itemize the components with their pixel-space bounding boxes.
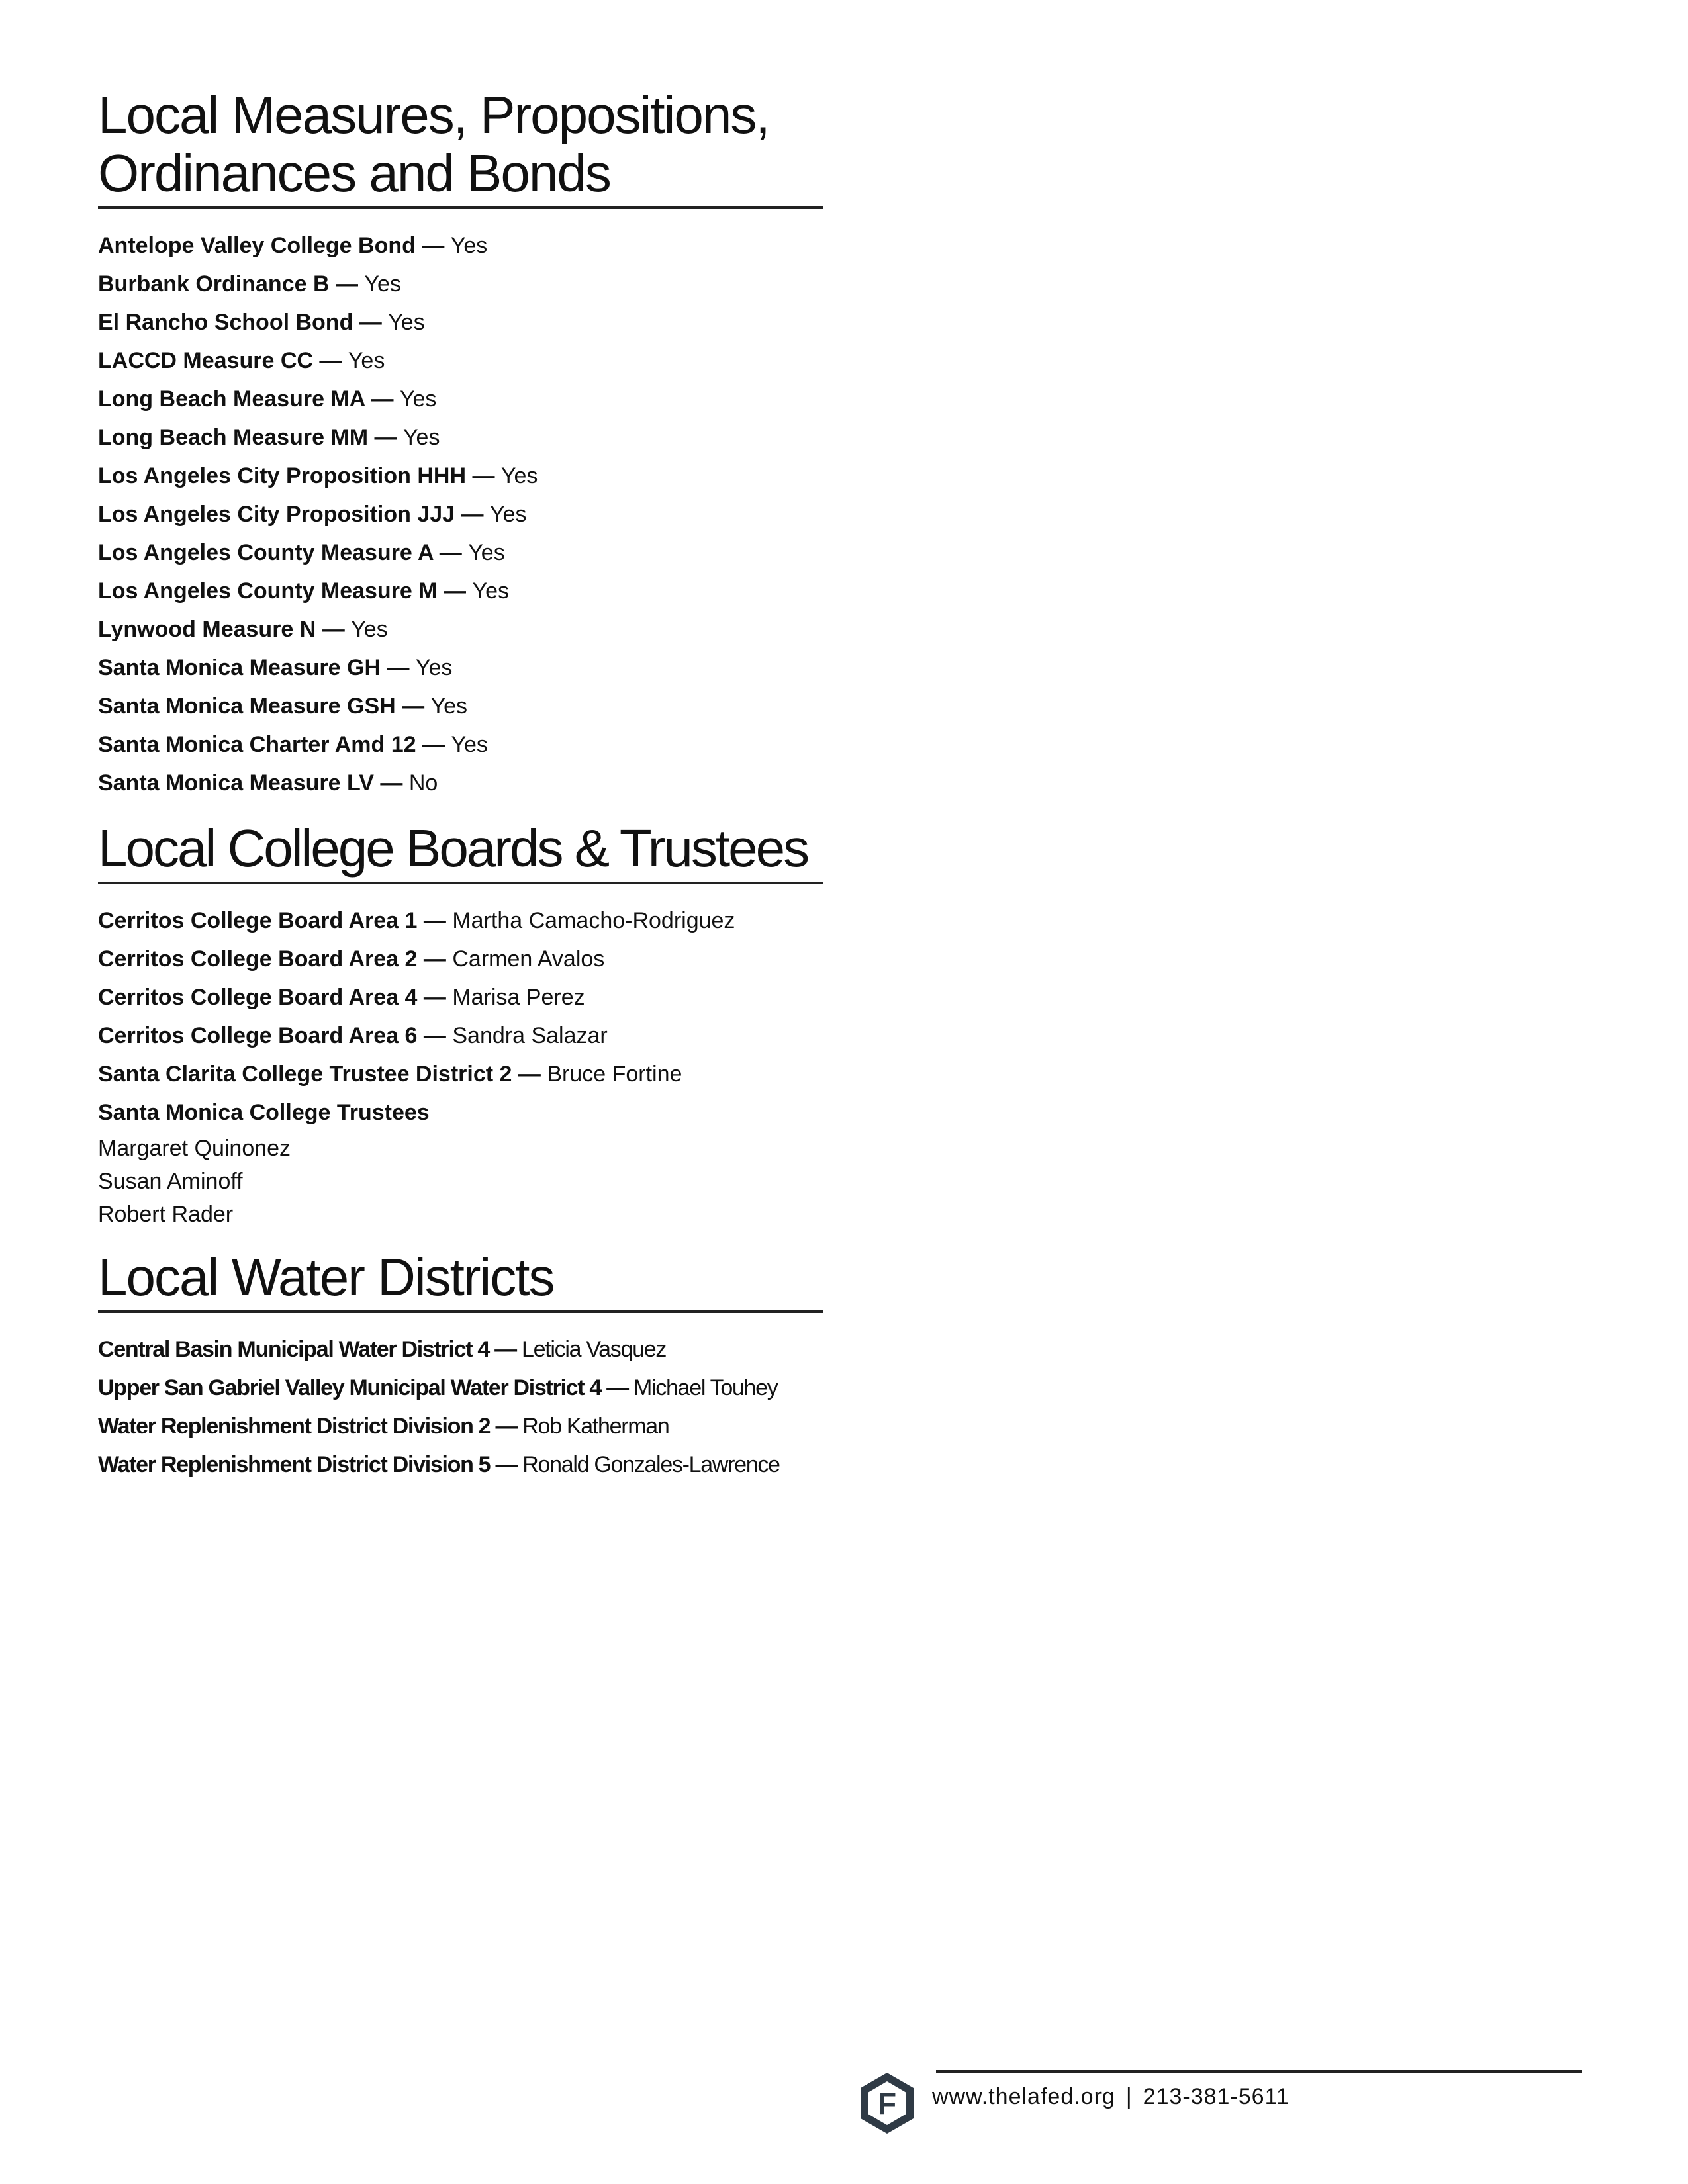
item-separator: — <box>416 732 451 757</box>
list-item <box>98 1330 823 1369</box>
logo-letter: F <box>877 2086 897 2120</box>
item-separator: — <box>512 1062 547 1087</box>
item-value: Yes <box>430 694 468 719</box>
list-item <box>98 418 823 457</box>
item-separator: — <box>490 1452 523 1477</box>
item-name: LACCD Measure CC <box>98 348 313 373</box>
measures-title-line1: Local Measures, Propositions, <box>98 85 769 144</box>
item-value: Yes <box>415 655 453 680</box>
footer-website-link[interactable]: www.thelafed.org <box>932 2084 1115 2109</box>
list-item <box>98 533 823 572</box>
item-value: Carmen Avalos <box>452 946 605 972</box>
item-value: Marisa Perez <box>452 985 585 1010</box>
item-separator: — <box>373 770 409 796</box>
item-name: Santa Clarita College Trustee District 2 <box>98 1062 512 1087</box>
item-name: Long Beach Measure MM <box>98 425 369 450</box>
list-item <box>98 764 823 802</box>
item-value: Ronald Gonzales-Lawrence <box>522 1452 780 1477</box>
list-item <box>98 265 823 303</box>
list-item <box>98 226 823 265</box>
item-name: El Rancho School Bond <box>98 310 353 335</box>
measures-list <box>98 226 823 802</box>
measures-title <box>98 86 823 209</box>
item-separator: — <box>312 348 348 373</box>
item-value: Rob Katherman <box>522 1414 669 1439</box>
list-item <box>98 901 823 940</box>
measures-section <box>98 86 823 802</box>
item-value: Yes <box>451 732 488 757</box>
item-value: Yes <box>388 310 425 335</box>
content-column <box>98 86 823 1501</box>
college-list <box>98 901 823 1093</box>
item-value: Martha Camacho-Rodriguez <box>452 908 735 933</box>
item-name: Lynwood Measure N <box>98 617 316 642</box>
item-separator: — <box>368 425 403 450</box>
item-separator: — <box>417 1023 453 1048</box>
item-name: Central Basin Municipal Water District 4 <box>98 1337 489 1362</box>
list-item <box>98 303 823 341</box>
measures-title-line2: Ordinances and Bonds <box>98 144 610 203</box>
footer-contact <box>932 2082 1289 2111</box>
footer-rule <box>936 2070 1582 2073</box>
santa-monica-trustees-heading: Santa Monica College Trustees <box>98 1100 430 1125</box>
water-title: Local Water Districts <box>98 1248 823 1313</box>
item-value: No <box>408 770 438 796</box>
trustee-name: Susan Aminoff <box>98 1169 243 1194</box>
item-separator: — <box>329 271 365 296</box>
item-value: Yes <box>351 617 388 642</box>
item-name: Cerritos College Board Area 2 <box>98 946 418 972</box>
hexagon-f-logo-icon <box>854 2070 920 2136</box>
item-separator: — <box>466 463 501 488</box>
list-item <box>98 1407 823 1445</box>
list-item <box>98 341 823 380</box>
item-name: Antelope Valley College Bond <box>98 233 416 258</box>
item-value: Michael Touhey <box>633 1375 778 1400</box>
item-name: Santa Monica Measure GH <box>98 655 381 680</box>
list-item <box>98 649 823 687</box>
list-item <box>98 457 823 495</box>
item-separator: — <box>490 1414 523 1439</box>
item-value: Sandra Salazar <box>452 1023 608 1048</box>
item-separator: — <box>489 1337 522 1362</box>
item-name: Los Angeles County Measure M <box>98 578 438 604</box>
item-name: Santa Monica Charter Amd 12 <box>98 732 416 757</box>
footer-divider: | <box>1125 2084 1133 2109</box>
item-separator: — <box>433 540 469 565</box>
item-separator: — <box>601 1375 634 1400</box>
item-name: Water Replenishment District Division 2 <box>98 1414 491 1439</box>
item-separator: — <box>316 617 352 642</box>
list-item <box>98 978 823 1017</box>
college-section <box>98 819 823 1231</box>
item-value: Yes <box>399 387 437 412</box>
item-value: Yes <box>500 463 538 488</box>
item-value: Yes <box>450 233 488 258</box>
footer-phone: 213-381-5611 <box>1143 2084 1289 2109</box>
list-item <box>98 1445 823 1484</box>
item-separator: — <box>395 694 431 719</box>
item-name: Upper San Gabriel Valley Municipal Water District 4 <box>98 1375 602 1400</box>
item-name: Long Beach Measure MA <box>98 387 365 412</box>
list-item <box>98 610 823 649</box>
item-value: Yes <box>489 502 527 527</box>
water-section <box>98 1248 823 1484</box>
item-separator: — <box>381 655 416 680</box>
trustee-name: Robert Rader <box>98 1202 234 1227</box>
list-item <box>98 495 823 533</box>
item-separator: — <box>415 233 451 258</box>
trustee-name: Margaret Quinonez <box>98 1136 291 1161</box>
list-item <box>98 940 823 978</box>
list-item <box>98 1369 823 1407</box>
item-separator: — <box>417 908 453 933</box>
item-name: Santa Monica Measure LV <box>98 770 374 796</box>
item-value: Leticia Vasquez <box>522 1337 667 1362</box>
item-name: Cerritos College Board Area 6 <box>98 1023 418 1048</box>
item-separator: — <box>455 502 490 527</box>
item-name: Los Angeles City Proposition JJJ <box>98 502 455 527</box>
item-separator: — <box>365 387 400 412</box>
item-name: Los Angeles County Measure A <box>98 540 434 565</box>
santa-monica-trustees-list <box>98 1132 823 1231</box>
item-separator: — <box>417 946 453 972</box>
item-name: Cerritos College Board Area 1 <box>98 908 418 933</box>
item-value: Yes <box>468 540 505 565</box>
list-item <box>98 725 823 764</box>
list-item <box>98 1055 823 1093</box>
list-item <box>98 572 823 610</box>
item-value: Yes <box>472 578 509 604</box>
item-value: Yes <box>364 271 401 296</box>
list-item <box>98 687 823 725</box>
item-name: Burbank Ordinance B <box>98 271 330 296</box>
item-name: Los Angeles City Proposition HHH <box>98 463 467 488</box>
water-list <box>98 1330 823 1484</box>
item-separator: — <box>437 578 473 604</box>
item-value: Yes <box>402 425 440 450</box>
item-value: Bruce Fortine <box>547 1062 682 1087</box>
item-separator: — <box>353 310 389 335</box>
item-name: Cerritos College Board Area 4 <box>98 985 418 1010</box>
item-separator: — <box>417 985 453 1010</box>
item-name: Santa Monica Measure GSH <box>98 694 396 719</box>
college-title: Local College Boards & Trustees <box>98 819 823 884</box>
item-value: Yes <box>348 348 385 373</box>
list-item <box>98 1017 823 1055</box>
list-item <box>98 380 823 418</box>
logo-svg <box>854 2070 920 2136</box>
item-name: Water Replenishment District Division 5 <box>98 1452 491 1477</box>
